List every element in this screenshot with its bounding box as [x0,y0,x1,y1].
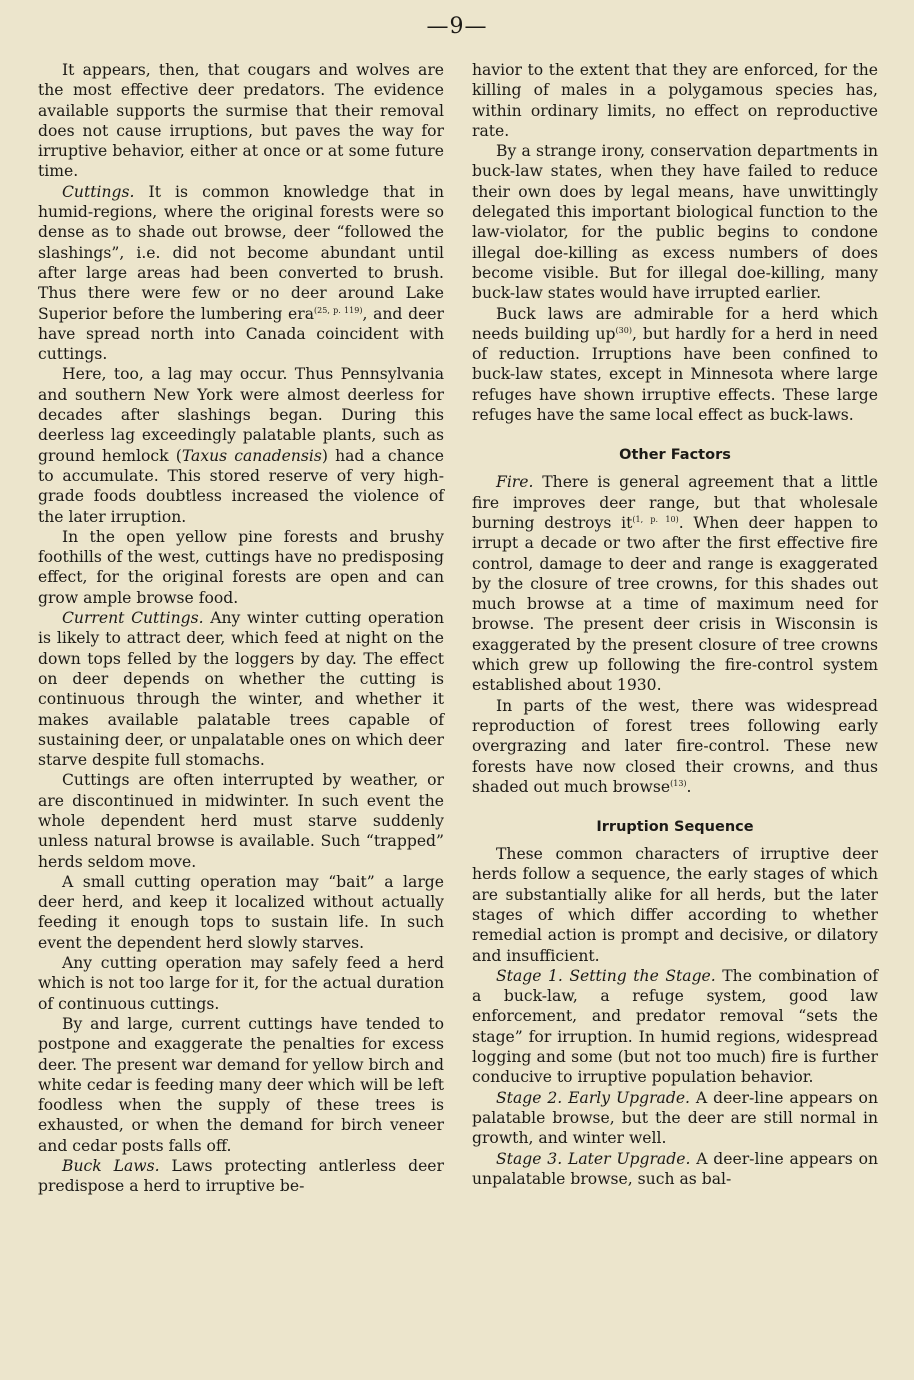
paragraph-text: Buck laws are admirable for a herd which needs building up [472,304,878,343]
paragraph-stage-2 [472,1088,878,1149]
paragraph-text: A small cutting operation may “bait” a large deer herd, and keep it localized without actually feeding it enough tops to sustain life. In such event the dependent herd slowly starves. [38,872,444,952]
left-column [38,60,444,1197]
section-lead: Current Cuttings. [62,609,204,628]
paragraph-text: havior to the extent that they are enforced, for the killing of males in a polygamous species has, within ordinary limits, no effect on reproductive rate. [472,61,878,140]
paragraph-text: ) had a chance to accumulate. This stored reserve of very high-grade foods doubtless increased the violence of the later irruption. [38,446,445,526]
paragraph-text: In the open yellow pine forests and brushy foothills of the west, cuttings have no predisposing effect, for the original forests are open and can grow ample browse food. [38,527,444,607]
section-lead: Buck Laws. [62,1157,160,1176]
paragraph-text: In parts of the west, there was widespread reproduction of forest trees following early overgrazing and later fire-control. These new forests have now closed their crowns, and thus shaded out much browse [472,696,878,796]
paragraph-text: A deer-line appears on unpalatable browse, such as bal- [472,1149,878,1188]
citation: (25, p. 119) [314,305,363,315]
paragraph [472,304,878,426]
paragraph-text: By a strange irony, conservation departments in buck-law states, when they have failed to reduce their own does by legal means, have unwittingly delegated this important biological function to the law-violator, for the public begins to condone illegal doe-killing as excess numbers of does become visible. But for illegal doe-killing, many buck-law states would have irrupted earlier. [472,142,878,303]
paragraph [38,1014,444,1156]
paragraph-fire [472,472,878,695]
citation: (13) [670,778,687,788]
paragraph-text: These common characters of irruptive deer herds follow a sequence, the early stages of which are substantially alike for all herds, but the later stages of which differ according to whether remedial action is prompt and decisive, or dilatory and insufficient. [472,845,878,965]
paragraph-text: There is general agreement that a little fire improves deer range, but that wholesale burning destroys it [472,473,878,532]
paragraph-text: , but hardly for a herd in need of reduction. Irruptions have been confined to buck-law states, except in Minnesota where large refuges have shown irruptive effects. These large refuges have the same local effect as buck-laws. [472,324,878,425]
section-lead: Stage 1. Setting the Stage. [496,966,716,985]
paragraph-stage-1 [472,966,878,1088]
paragraph-text: Laws protecting antlerless deer predispose a herd to irruptive be- [38,1157,444,1196]
paragraph-text: Cuttings are often interrupted by weather, or are discontinued in midwinter. In such event the whole dependent herd must starve suddenly unless natural browse is available. Such “trapped” herds seldom move. [38,771,444,871]
section-lead: Stage 3. Later Upgrade. [496,1149,691,1168]
paragraph-text: The combination of a buck-law, a refuge system, good law enforcement, and predator removal “sets the stage” for irruption. In humid regions, widespread logging and some (but not too much) fire is further conducive to irruptive population behavior. [472,966,878,1087]
paragraph-current-cuttings [38,608,444,770]
paragraph [38,872,444,953]
section-heading-irruption-sequence: Irruption Sequence [596,819,754,836]
paragraph [472,696,878,797]
paragraph-stage-3 [472,1149,878,1190]
citation: (30) [615,325,632,335]
species-name: Taxus canadensis [181,446,322,465]
paragraph-buck-laws [38,1156,444,1197]
paragraph [38,953,444,1014]
paragraph [472,60,878,141]
paragraph [472,844,878,966]
paragraph [472,141,878,303]
paragraph-text: Any winter cutting operation is likely to attract deer, which feed at night on the down tops felled by the loggers by day. The effect on deer depends on whether the cutting is continuous through the winter, and whether it makes available palatable trees capable of sustaining deer, or unpalatable ones on which deer starve despite full stomachs. [38,609,444,770]
paragraph-text: . [686,777,692,796]
page-number: —9— [426,14,488,39]
paragraph-text: Here, too, a lag may occur. Thus Pennsylvania and southern New York were almost deerless for decades after slashings began. During this deerless lag exceedingly palatable plants, such as ground hemlock ( [38,365,444,465]
paragraph [38,770,444,871]
paragraph-text: By and large, current cuttings have tended to postpone and exaggerate the penalties for excess deer. The present war demand for yellow birch and white cedar is feeding many deer which will be left foodless when the supply of these trees is exhausted, or when the demand for birch veneer and cedar posts falls off. [38,1014,444,1155]
right-column [472,60,878,1189]
paragraph [38,364,444,526]
section-lead: Cuttings. [62,182,135,201]
section-lead: Fire. [496,473,534,492]
paragraph-text: Any cutting operation may safely feed a herd which is not too large for it, for the actual duration of continuous cuttings. [38,954,444,1013]
paragraph-text: . When deer happen to irrupt a decade or two after the first effective fire control, damage to deer and range is exaggerated by the closure of tree crowns, for this shades out much browse at a time of maximum need for browse. The present deer crisis in Wisconsin is exaggerated by the present closure of tree crowns which grew up following the fire-control system established about 1930. [472,513,878,695]
section-lead: Stage 2. Early Upgrade. [496,1088,691,1107]
paragraph [38,527,444,608]
paragraph-text: A deer-line appears on palatable browse, but the deer are still normal in growth, and winter well. [472,1088,878,1148]
paragraph-cuttings [38,182,444,365]
paragraph-text: , and deer have spread north into Canada coincident with cuttings. [38,304,444,364]
section-heading-other-factors: Other Factors [619,447,731,464]
paragraph [38,60,444,182]
citation: (1, p. 10) [632,514,679,524]
paragraph-text: It appears, then, that cougars and wolves are the most effective deer predators. The evidence available supports the surmise that their removal does not cause irruptions, but paves the way for irruptive behavior, either at once or at some future time. [38,61,444,181]
paragraph-text: It is common knowledge that in humid-regions, where the original forests were so dense as to shade out browse, deer “followed the slashings”, i.e. did not become abundant until after large areas had been converted to brush. Thus there were few or no deer around Lake Superior before the lumbering era [38,182,444,323]
